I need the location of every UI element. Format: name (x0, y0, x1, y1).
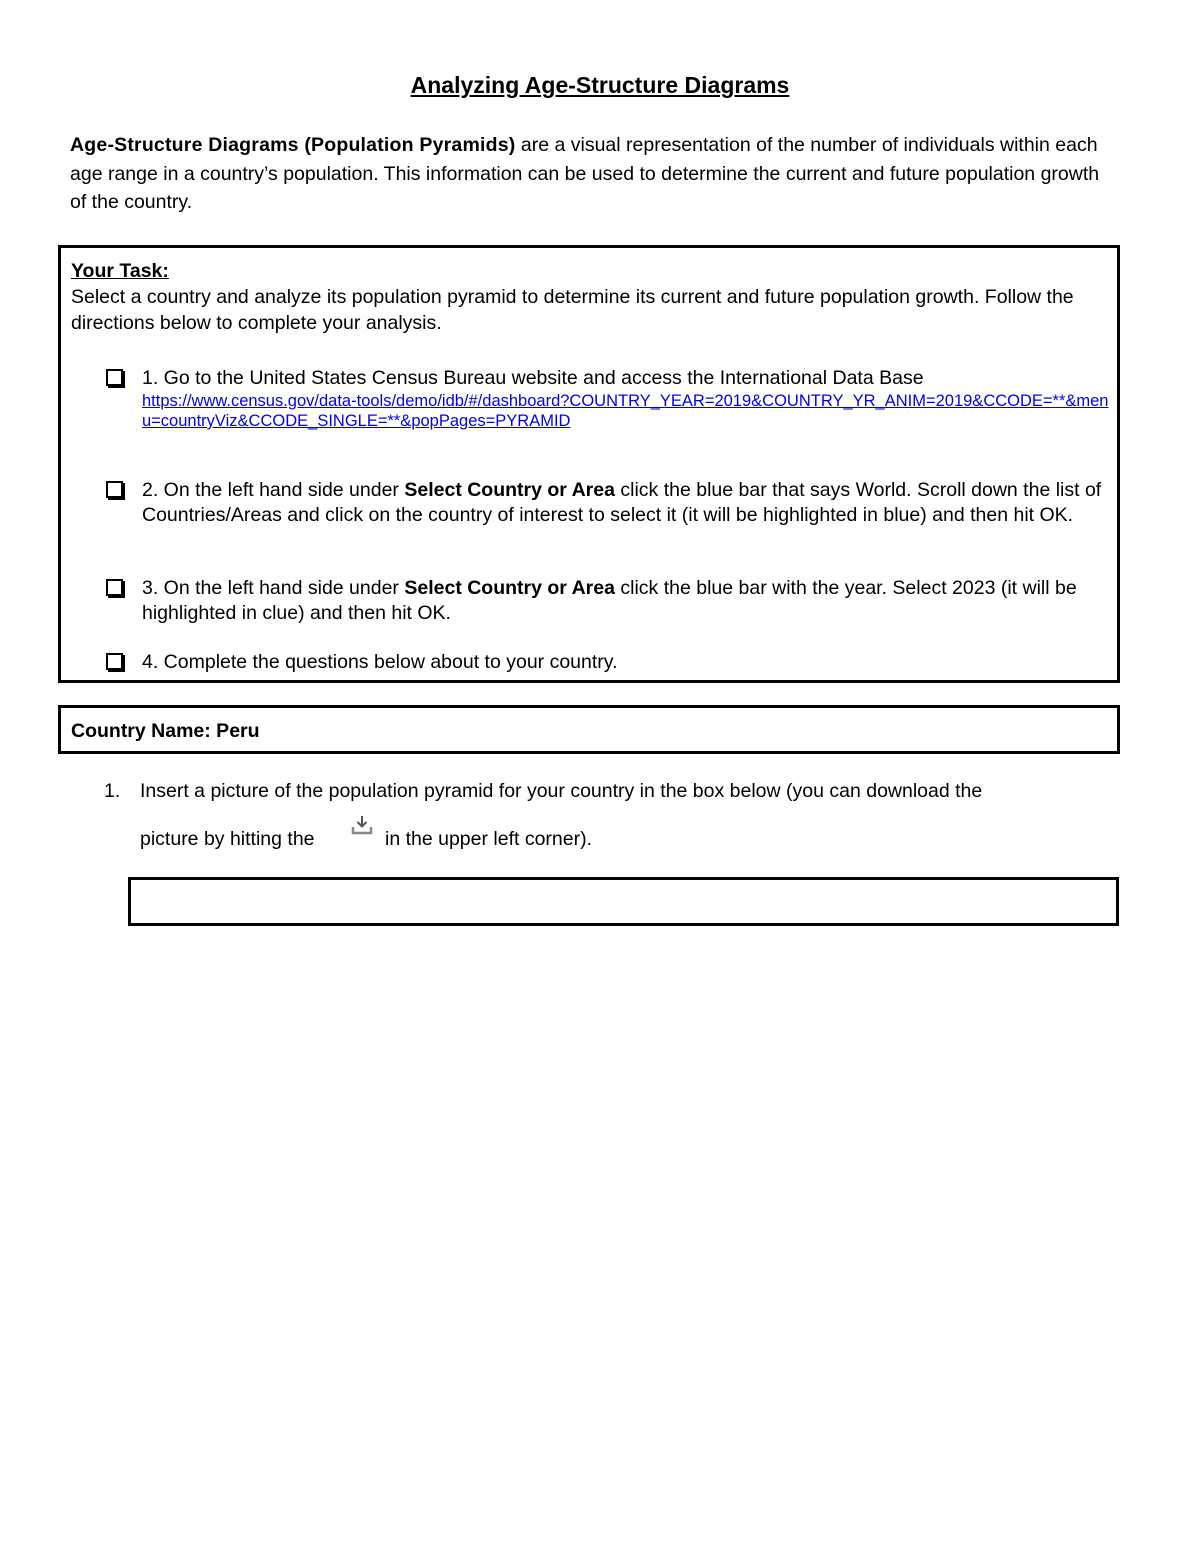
question-1-text-end: in the upper left corner). (385, 828, 593, 850)
country-name-label: Country Name: Peru (71, 720, 260, 742)
step-1-text (142, 366, 1114, 432)
intro-term: Age-Structure Diagrams (Population Pyramids) (70, 134, 516, 156)
step-2-text (142, 478, 1114, 527)
question-1-number: 1. (104, 780, 121, 802)
question-1-text: Insert a picture of the population pyramid for your country in the box below (you can download the (140, 780, 983, 802)
step-3-before: 3. On the left hand side under (142, 577, 405, 599)
step-3-after: click the blue bar with the year. Select 2023 (it will be highlighted in clue) and then hit OK. (142, 577, 1077, 624)
question-1-text-cont: picture by hitting the (140, 828, 315, 850)
task-description: Select a country and analyze its population pyramid to determine its current and future population growth. Follow the directions below to complete your analysis. (71, 286, 1074, 334)
step-1-label: 1. Go to the United States Census Bureau website and access the International Data Base (142, 367, 924, 389)
task-heading: Your Task: (71, 260, 169, 282)
checkbox-icon[interactable] (106, 579, 123, 596)
intro-paragraph (70, 131, 1120, 217)
step-2-bold: Select Country or Area (404, 479, 615, 501)
step-2-after: click the blue bar that says World. Scroll down the list of Countries/Areas and click on the country of interest to select it (it will be highlighted in blue) and then hit OK. (142, 479, 1102, 526)
checkbox-icon[interactable] (106, 369, 123, 386)
checkbox-icon[interactable] (106, 481, 123, 498)
page-title: Analyzing Age-Structure Diagrams (410, 72, 790, 98)
step-2-before: 2. On the left hand side under (142, 479, 405, 501)
picture-insert-box[interactable] (128, 877, 1119, 926)
intro-text: are a visual representation of the number of individuals within each age range in a country’s population. This information can be used to determine the current and future population growth of the country. (70, 134, 1100, 213)
step-3-text (142, 576, 1114, 625)
step-4-text: 4. Complete the questions below about to your country. (142, 651, 618, 673)
country-name-box (58, 705, 1120, 754)
download-icon (350, 814, 374, 836)
step-3-bold: Select Country or Area (404, 577, 615, 599)
task-box (58, 245, 1120, 683)
checkbox-icon[interactable] (106, 653, 123, 670)
census-link[interactable]: https://www.census.gov/data-tools/demo/idb/#/dashboard?COUNTRY_YEAR=2019&COUNTRY_YR_ANIM=2019&CCODE=**&menu=countryViz&CCODE_SINGLE=**&popPages=PYRAMID (142, 391, 1109, 430)
